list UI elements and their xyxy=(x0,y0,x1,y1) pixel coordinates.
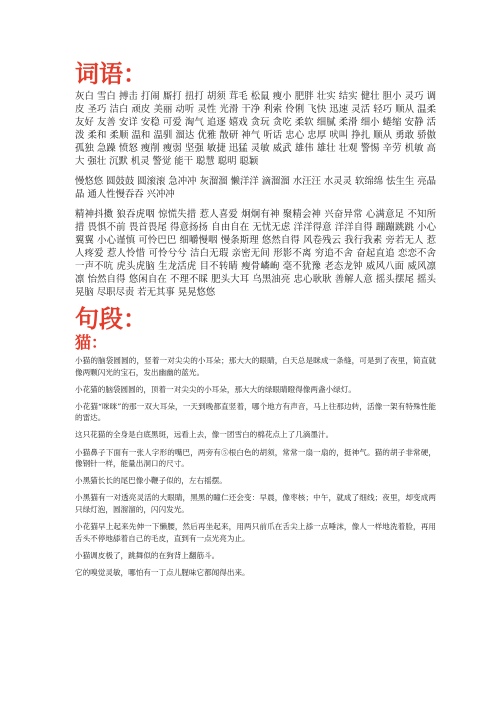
vocabulary-heading: 词语： xyxy=(75,60,147,88)
cat-subheading: 猫： xyxy=(75,333,108,352)
sentence-item: 小黑猫长长的尾巴像小鞭子似的，左右摇摆。 xyxy=(75,476,227,486)
sentence-item: 小黑猫有一对透亮灵活的大眼睛，黑黑的瞳仁还会变：早晨，像枣核；中午，就成了细线；夜里，却变成两只绿灯泡，圆溜溜的，闪闪发光。 xyxy=(75,493,436,514)
sentence-item: 小猫鼻子下面有一张人字形的嘴巴，两旁有⑤根白色的胡须，常常一扇一扇的，挺神气。猫的胡子非常硬，像钢针一样，能量出洞口的尺寸。 xyxy=(75,447,436,469)
sentence-item: 小花猫“咪咪”的那一双大耳朵，一天到晚都直竖着，哪个地方有声音，马上往那边转，活像一架有特殊性能的雷达。 xyxy=(75,401,436,423)
sentence-item: 小猫的脑袋圆圆的，竖着一对尖尖的小耳朵；那大大的眼睛，白天总是眯成一条缝，可是到了夜里，简直就像两颗闪光的宝石，发出幽幽的蓝光。 xyxy=(75,356,436,377)
word-group-reduplicated: 慢悠悠 圆鼓鼓 圆滚滚 急冲冲 灰溜溜 懒洋洋 滴溜溜 水汪汪 水灵灵 软绵绵 怯生生 亮晶晶 通人性慢吞吞 兴冲冲 xyxy=(75,176,436,200)
sentence-item: 小猫调皮极了，跳舞似的在狗背上翻筋斗。 xyxy=(75,550,220,560)
word-group-adjectives: 灰白 雪白 搏击 打闹 厮打 扭打 胡须 茸毛 松鼠 瘦小 肥胖 壮实 结实 健壮 胆小 灵巧 调皮 圣巧 洁白 顽皮 美丽 动听 灵性 光滑 干净 利索 伶俐 飞快 迅速 灵活 轻巧 顺从 温柔 友好 友善 安详 安稳 可爱 淘气 追逐 嬉戏 贪玩 贪吃 柔软 细腻 柔滑 细小 蜷缩 安静 活泼 柔和 柔顺 温和 温驯 溜达 优雅 散研 神气 听话 忠心 忠厚 吠叫 挣扎 顺从 勇敢 骄傲 孤独 急躁 愤怒 瘦削 瘦弱 坚强 敏捷 迅猛 灵敏 威武 雄伟 雄壮 壮观 警惕 辛劳 机敏 高大 强壮 沉默 机灵 警觉 能干 聪慧 聪明 聪颖 xyxy=(75,91,436,167)
word-group-idioms: 精神抖擞 狼吞虎咽 惊慌失措 惹人喜爱 炯炯有神 聚精会神 兴奋异常 心满意足 不知所措 畏惧不前 畏首畏尾 得意扬扬 自由自在 无忧无虑 洋洋得意 洋洋自得 蹦蹦跳跳 小心翼翼 小心谨慎 可怜巴巴 细嚼慢咽 慢条斯理 悠然自得 风卷残云 我行我素 旁若无人 惹人疼爱 惹人怜惜 可怜兮兮 洁白无瑕 亲密无间 形影不离 穷追不舍 奋起直追 恋恋不舍 一声不吭 虎头虎脑 生龙活虎 目不转睛 瘦骨嶙峋 毫不犹豫 老态龙钟 威风八面 威风凛凛 怡然自得 悠闲自在 不理不睬 肥头大耳 乌黑油亮 忠心耿耿 善解人意 摇头摆尾 摇头晃脑 尽职尽责 若无其事 晃晃悠悠 xyxy=(75,209,436,298)
sentence-item: 它的嗅觉灵敏，哪怕有一丁点儿腥味它都闻得出来。 xyxy=(75,567,250,577)
sentence-item: 这只花猫的全身是白底黑斑，远看上去，像一团雪白的棉花点上了几滴墨汁。 xyxy=(75,430,334,440)
sentence-item: 小花猫早上起来先伸一下懒腰，然后再坐起来，用两只前爪在舌尖上舔一点唾沫，像人一样地洗着脸，再用舌头不停地舔着自己的毛皮，直到有一点光亮为止。 xyxy=(75,522,436,543)
sentence-item: 小花猫的脑袋圆圆的，顶着一对尖尖的小耳朵，那大大的绿眼睛瞪得像两盏小绿灯。 xyxy=(75,384,356,394)
passages-heading: 句段： xyxy=(75,305,147,333)
